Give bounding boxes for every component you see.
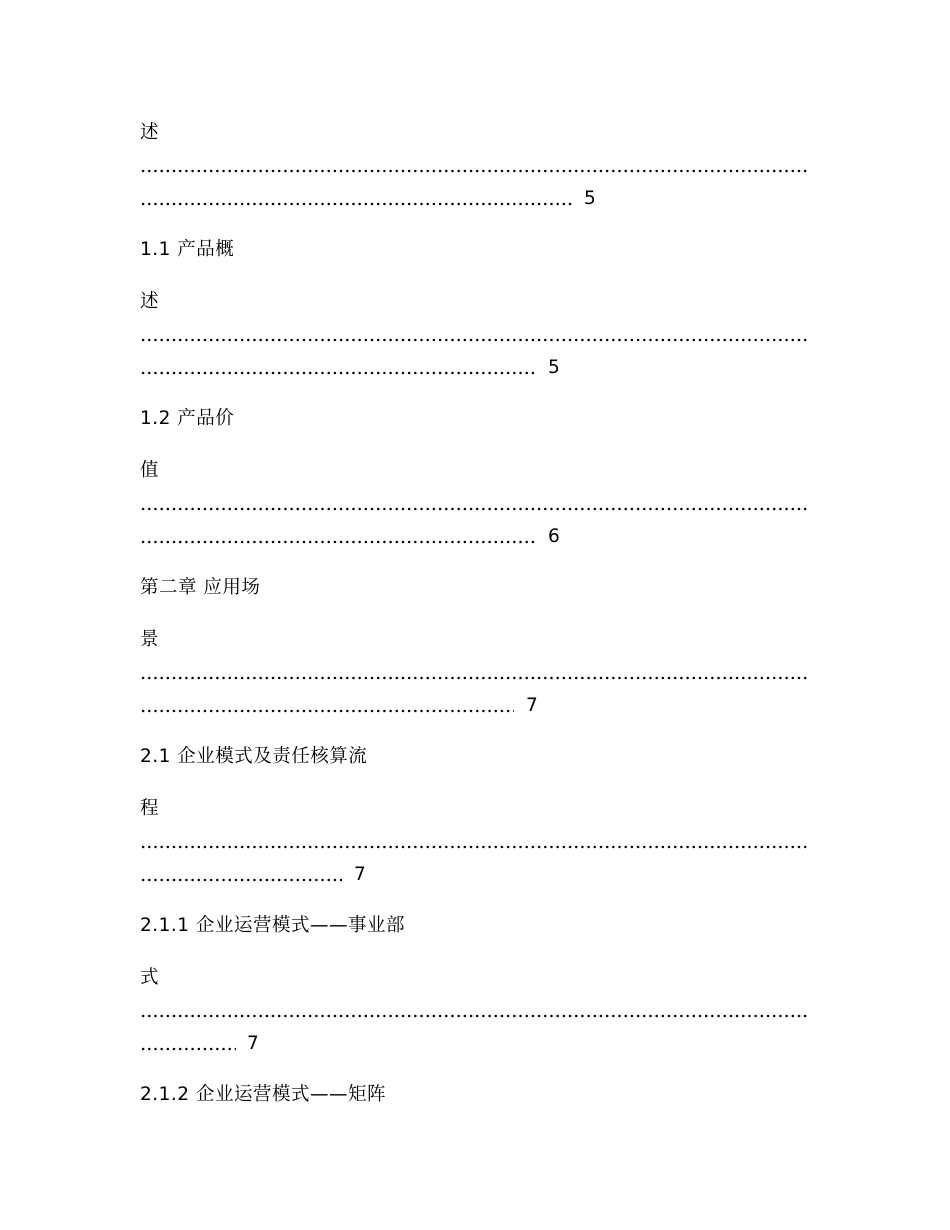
toc-entry-0-title-tail: 述 bbox=[140, 122, 160, 143]
toc-entry-5-title-tail[interactable]: 式 bbox=[140, 967, 160, 988]
toc-entry-0-page[interactable]: 5 bbox=[584, 188, 596, 209]
toc-entry-4-title-head[interactable]: 2.1 企业模式及责任核算流 bbox=[140, 746, 368, 767]
toc-entry-2-title-tail[interactable]: 值 bbox=[140, 460, 160, 481]
toc-entry-4-leader-2 bbox=[140, 877, 342, 883]
toc-entry-2-page[interactable]: 6 bbox=[548, 526, 560, 547]
toc-entry-1-title-tail[interactable]: 述 bbox=[140, 291, 160, 312]
toc-entry-4-title-tail[interactable]: 程 bbox=[140, 798, 160, 819]
toc-entry-1-title-head[interactable]: 1.1 产品概 bbox=[140, 239, 235, 260]
toc-entry-1-leader-1 bbox=[140, 337, 810, 343]
toc-entry-3-leader-2 bbox=[140, 708, 514, 714]
toc-entry-4-leader-1 bbox=[140, 844, 810, 850]
toc-entry-3-page[interactable]: 7 bbox=[526, 695, 538, 716]
toc-entry-5-title-head[interactable]: 2.1.1 企业运营模式——事业部 bbox=[140, 915, 405, 936]
toc-entry-2-leader-1 bbox=[140, 506, 810, 512]
toc-entry-3-title-head[interactable]: 第二章 应用场 bbox=[140, 577, 261, 598]
toc-entry-3-title-tail[interactable]: 景 bbox=[140, 629, 160, 650]
toc-entry-5-page[interactable]: 7 bbox=[247, 1033, 259, 1054]
toc-entry-2-title-head[interactable]: 1.2 产品价 bbox=[140, 408, 235, 429]
toc-entry-0-leader-2 bbox=[140, 201, 574, 207]
toc-entry-5-leader-1 bbox=[140, 1013, 810, 1019]
toc-entry-0-leader-1 bbox=[140, 168, 810, 174]
toc-entry-4-page[interactable]: 7 bbox=[354, 864, 366, 885]
toc-entry-5-leader-2 bbox=[140, 1046, 236, 1052]
toc-entry-2-leader-2 bbox=[140, 539, 538, 545]
toc-entry-1-page[interactable]: 5 bbox=[548, 357, 560, 378]
toc-entry-3-leader-1 bbox=[140, 675, 810, 681]
toc-entry-6-title-head[interactable]: 2.1.2 企业运营模式——矩阵 bbox=[140, 1084, 386, 1105]
toc-entry-1-leader-2 bbox=[140, 370, 538, 376]
